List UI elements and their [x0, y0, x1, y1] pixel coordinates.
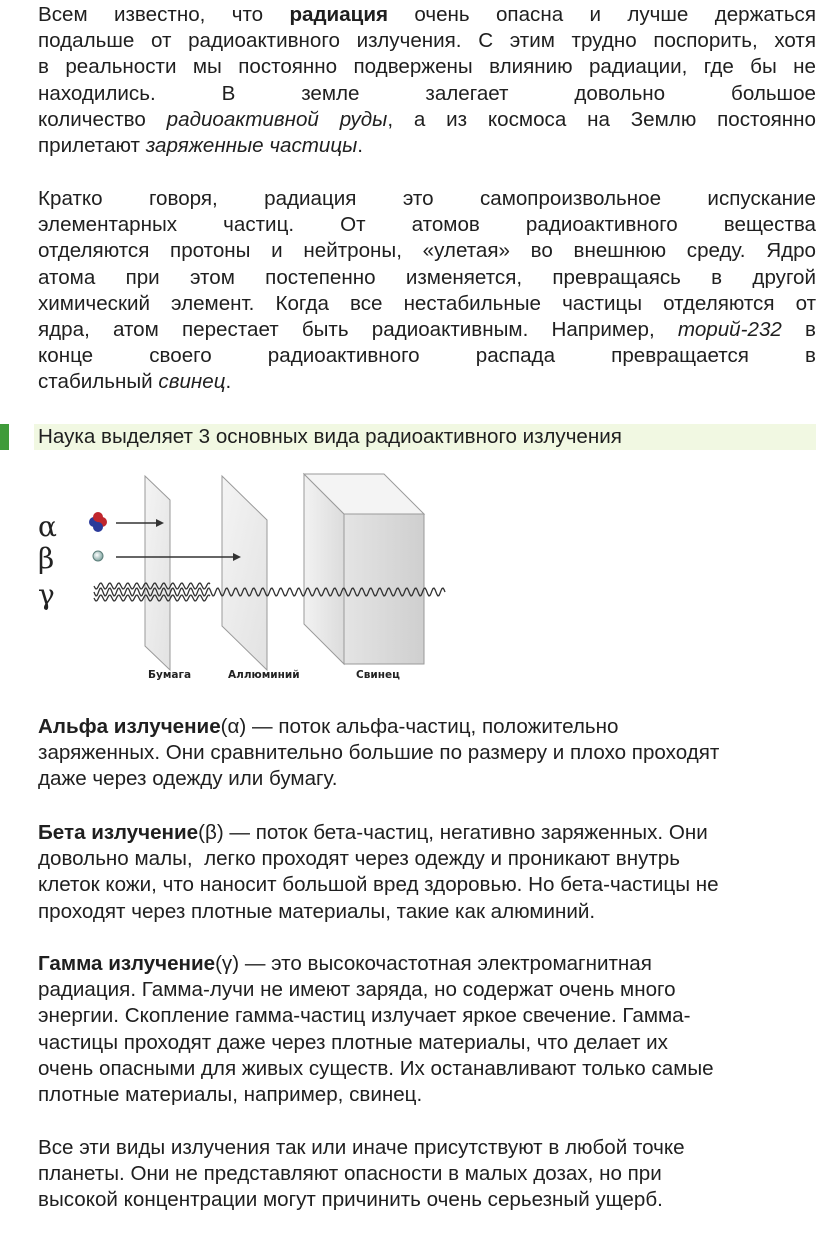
intro-line-4: находились. В земле залегает довольно большое	[38, 81, 816, 105]
intro-line-5	[38, 107, 816, 133]
definition-line-4: атома при этом постепенно изменяется, превращаясь в другой	[38, 265, 816, 289]
beta-line-2: довольно малы, легко проходят через одежду и проникают внутрь	[38, 847, 680, 871]
closing-line-3: высокой концентрации могут причинить очень серьезный ущерб.	[38, 1188, 663, 1212]
alpha-line-1	[38, 714, 816, 740]
alpha-symbol-text: (α)	[220, 715, 247, 738]
alpha-paragraph	[38, 714, 816, 793]
beta-line-1	[38, 820, 816, 846]
definition-line-2: элементарных частиц. От атомов радиоактивного вещества	[38, 213, 816, 237]
gamma-line-1	[38, 951, 816, 977]
closing-paragraph	[38, 1135, 816, 1214]
gamma-line-6: плотные материалы, например, свинец.	[38, 1083, 423, 1107]
definition-line-8	[38, 369, 816, 395]
intro-line-6	[38, 133, 816, 159]
alpha-particle	[89, 512, 107, 532]
label-paper: Бумага	[148, 669, 192, 681]
radiation-penetration-diagram	[30, 470, 460, 690]
text: — поток альфа-частиц, положительно	[246, 715, 619, 738]
beta-symbol: β	[38, 542, 55, 575]
aluminium-sheet	[222, 476, 267, 670]
beta-particle	[93, 551, 103, 561]
label-lead: Свинец	[356, 669, 400, 681]
beta-paragraph	[38, 820, 816, 925]
alpha-symbol: α	[38, 510, 57, 543]
gamma-symbol-text: (γ)	[215, 952, 240, 975]
alpha-line-2: заряженных. Они сравнительно большие по размеру и плохо проходят	[38, 741, 720, 765]
beta-symbol-text: (β)	[198, 821, 224, 844]
italic-term-lead: свинец	[158, 370, 226, 394]
text: Всем известно, что	[38, 3, 290, 26]
definition-line-5: химический элемент. Когда все нестабильные частицы отделяются от	[38, 291, 816, 315]
alpha-title: Альфа излучение	[38, 715, 221, 738]
gamma-symbol: γ	[38, 578, 55, 611]
italic-term-thorium: торий-232	[677, 318, 782, 342]
intro-paragraph	[38, 2, 816, 159]
section-heading: Наука выделяет 3 основных вида радиоактивного излучения	[38, 425, 622, 448]
definition-paragraph	[38, 186, 816, 396]
closing-line-2: планеты. Они не представляют опасности в малых дозах, но при	[38, 1162, 662, 1186]
definition-line-6	[38, 317, 816, 343]
gamma-title: Гамма излучение	[38, 952, 216, 975]
definition-line-3: отделяются протоны и нейтроны, «улетая» во внешнюю среду. Ядро	[38, 239, 816, 263]
text: стабильный	[38, 370, 159, 394]
gamma-line-4: частицы проходят даже через плотные материалы, что делает их	[38, 1030, 668, 1054]
beta-line-3: клеток кожи, что наносит большой вред здоровью. Но бета-частицы не	[38, 873, 719, 897]
beta-line-4: проходят через плотные материалы, такие как алюминий.	[38, 899, 596, 923]
gamma-line-3: энергии. Скопление гамма-частиц излучает яркое свечение. Гамма-	[38, 1004, 691, 1028]
closing-line-1: Все эти виды излучения так или иначе присутствуют в любой точке	[38, 1136, 685, 1159]
intro-line-1	[38, 2, 816, 28]
definition-line-7: конце своего радиоактивного распада превращается в	[38, 344, 816, 368]
text: .	[357, 134, 364, 158]
intro-line-2: подальше от радиоактивного излучения. С этим трудно поспорить, хотя	[38, 29, 816, 53]
text: прилетают	[38, 134, 146, 158]
text: в	[781, 318, 816, 342]
text: .	[225, 370, 232, 394]
gamma-paragraph	[38, 951, 816, 1108]
text: очень опасна и лучше держаться	[388, 3, 816, 26]
italic-term-particles: заряженные частицы	[145, 134, 358, 158]
text: количество	[38, 107, 167, 131]
definition-line-1: Кратко говоря, радиация это самопроизвольное испускание	[38, 187, 816, 210]
alpha-line-3: даже через одежду или бумагу.	[38, 767, 338, 791]
label-aluminium: Аллюминий	[228, 669, 300, 681]
lead-block-front	[344, 514, 424, 664]
highlight-accent-bar	[0, 424, 9, 450]
paper-sheet	[145, 476, 170, 670]
gamma-line-5: очень опасными для живых существ. Их останавливают только самые	[38, 1056, 714, 1080]
gamma-line-2: радиация. Гамма-лучи не имеют заряда, но содержат очень много	[38, 978, 676, 1002]
beta-title: Бета излучение	[38, 821, 199, 844]
intro-line-3: в реальности мы постоянно подвержены влиянию радиации, где бы не	[38, 55, 816, 79]
text: — это высокочастотная электромагнитная	[239, 952, 652, 975]
text: , а из космоса на Землю постоянно	[387, 107, 816, 131]
italic-term-ore: радиоактивной руды	[166, 107, 388, 131]
bold-term-radiation: радиация	[289, 3, 388, 26]
text: — поток бета-частиц, негативно заряженных. Они	[223, 821, 708, 844]
text: ядра, атом перестает быть радиоактивным. Например,	[38, 318, 678, 342]
